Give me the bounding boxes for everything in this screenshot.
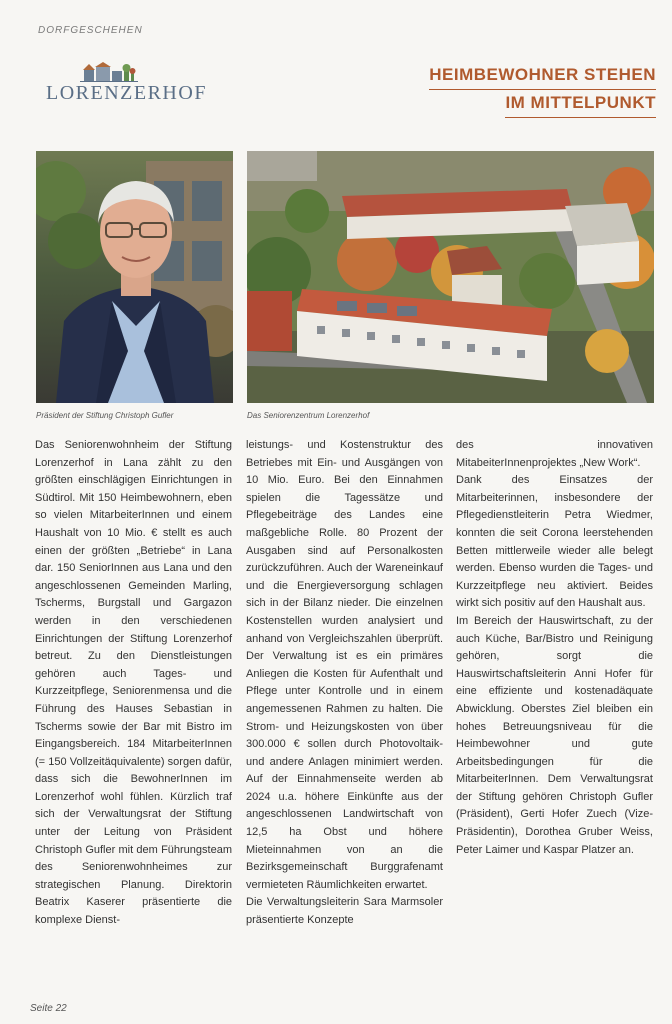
lorenzerhof-logo	[46, 62, 230, 110]
article-paragraph: Das Seniorenwohnheim der Stiftung Lorenzerhof in Lana zählt zu den größten einschlägigen Einrichtungen in Südtirol. Mit 150 Heimbewohnern, eben so vielen MitarbeiterInnen und einem Haushalt von 10 Mio. € stellt es auch einen der größten „Betriebe“ in Lana dar. 150 SeniorInnen aus Lana und den angeschlossenen Gemeinden Marling, Tscherms, Burgstall und Gargazon werden in den verschiedenen Einrichtungen der Stiftung Lorenzerhof betreut. Zu den Dienstleistungen gehören auch Tages- und Kurzzeitpflege, Seniorenmensa und die Führung des Hauses Sebastian in Tscherms sowie der Bar mit Bistro im Eingangsbereich. 184 MitarbeiterInnen (= 150 Vollzeitäquivalente) sorgen dafür, dass sich die BewohnerInnen im Lorenzerhof wohl fühlen. Kürzlich traf sich der Verwaltungsrat der Stiftung unter der Leitung von Präsident Christoph Gufler mit dem Führungsteam des Seniorenwohnheimes zur strategischen Planung. Direktorin Beatrix Kaserer präsentierte die komplexe Dienst-	[35, 439, 232, 927]
logo-text: LORENZERHOF	[46, 82, 207, 104]
portrait-photo	[36, 151, 233, 403]
aerial-caption: Das Seniorenzentrum Lorenzerhof	[247, 411, 370, 420]
article-paragraph: des innovativen MitabeiterInnenprojektes „New Work“.	[456, 439, 653, 469]
article-paragraph: Dank des Einsatzes der Mitarbeiterinnen, insbesondere der Pflegedienstleiterin Petra Wiedmer, konnten die seit Corona leerstehenden Betten mittlerweile wieder alle belegt werden. Ebenso wurden die Tages- und Kurzzeitpflege neu aktiviert. Beides wirkt sich positiv auf den Haushalt aus.	[456, 474, 653, 610]
article-column-3	[456, 437, 653, 859]
article-paragraph: Im Bereich der Hauswirtschaft, zu der auch Küche, Bar/Bistro und Reinigung gehören, sorgt die Hauswirtschaftsleiterin Anni Hofer für eine effiziente und kostenadäquate Abwicklung. Oberstes Ziel bleiben ein hohes Betreuungsniveau für die Heimbewohner und gute Arbeitsbedingungen für die MitarbeiterInnen. Dem Verwaltungsrat der Stiftung gehören Christoph Gufler (Präsident), Gerti Hofer Zuech (Vize-Präsidentin), Dorothea Gruber Weiss, Peter Laimer und Kaspar Platzer an.	[456, 614, 653, 856]
page-number: Seite 22	[30, 1003, 67, 1014]
headline-line-1: HEIMBEWOHNER STEHEN	[429, 62, 656, 90]
headline-line-2: IM MITTELPUNKT	[505, 90, 656, 118]
article-headline	[429, 62, 656, 118]
article-paragraph: Die Verwaltungsleiterin Sara Marmsoler präsentierte Konzepte	[246, 896, 443, 927]
aerial-photo	[247, 151, 654, 403]
article-column-2	[246, 437, 443, 930]
article-paragraph: leistungs- und Kostenstruktur des Betriebes mit Ein- und Ausgängen von 10 Mio. Euro. Bei den Einnahmen spielen die Tagessätze und Pflegebeiträge des Landes eine maßgebliche Rolle. 80 Prozent der Ausgaben sind auf Personalkosten zurückzuführen. Auch der Wareneinkauf und die Energieversorgung schlagen sich in der Bilanz nieder. Die einzelnen Kostenstellen wurden analysiert und anhand von Vergleichszahlen überprüft. Der Verwaltung ist es ein primäres Anliegen die Kosten für Aufenthalt und Pflege unter Kontrolle und in einem angemessenen Rahmen zu halten. Die Strom- und Heizungskosten von über 300.000 € sollen durch Photovoltaik- und andere Anlagen minimiert werden. Auf der Einnahmenseite werden ab 2024 u.a. höhere Einkünfte aus der angeschlossenen Landwirtschaft von 12,5 ha Obst und höhere Mieteinnahmen von an die Bezirksgemeinschaft Burggrafenamt vermieteten Räumlichkeiten erwartet.	[246, 439, 443, 891]
article-column-1	[35, 437, 232, 930]
portrait-caption: Präsident der Stiftung Christoph Gufler	[36, 411, 174, 420]
logo-buildings-icon	[80, 62, 138, 82]
section-label: DORFGESCHEHEN	[38, 25, 143, 36]
